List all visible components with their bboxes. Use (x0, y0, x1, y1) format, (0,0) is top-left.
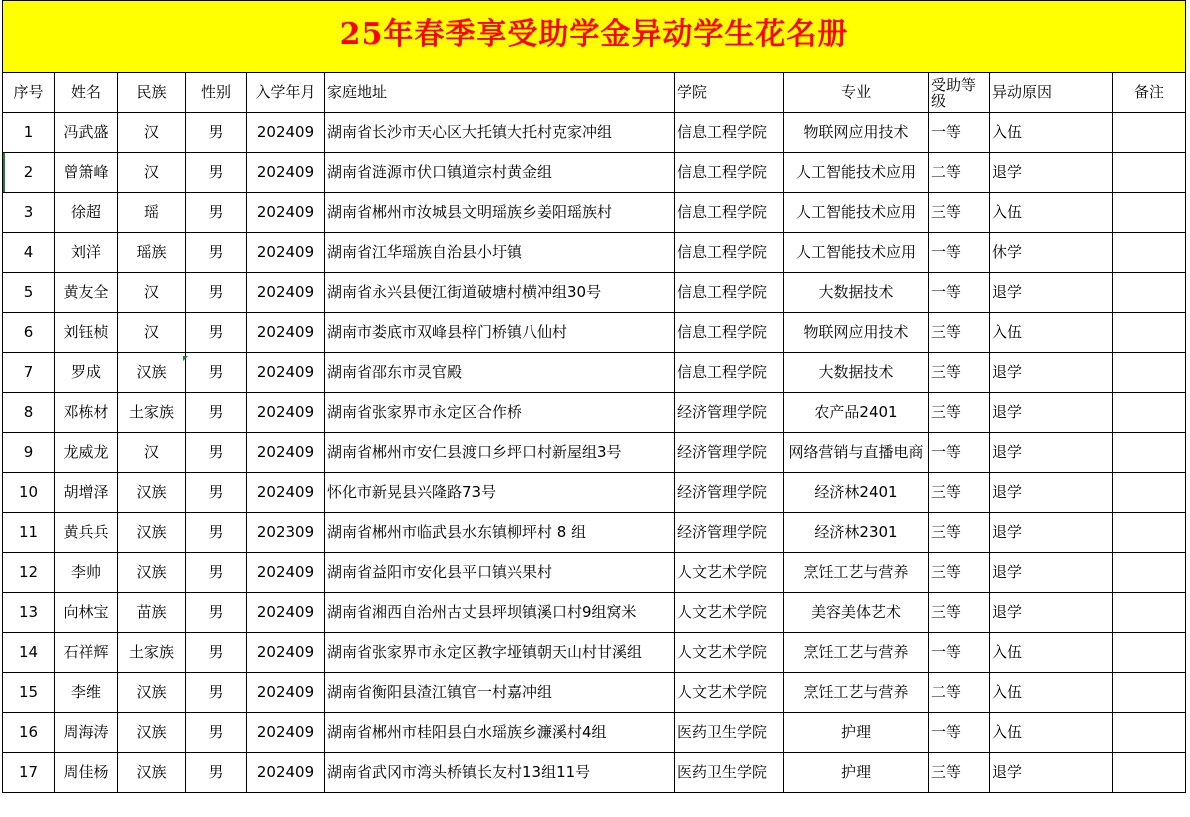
cell-college[interactable]: 人文艺术学院 (675, 633, 784, 673)
table-row (3, 633, 1186, 673)
cell-enroll[interactable]: 202409 (247, 193, 325, 233)
cell-reason[interactable]: 入伍 (990, 633, 1113, 673)
header-ethnicity[interactable]: 民族 (118, 73, 186, 113)
cell-reason[interactable]: 入伍 (990, 113, 1113, 153)
cell-name[interactable]: 李维 (55, 673, 118, 713)
cell-enroll[interactable]: 202409 (247, 753, 325, 793)
header-major[interactable]: 专业 (784, 73, 929, 113)
cell-remark[interactable] (1113, 313, 1186, 353)
table-row (3, 753, 1186, 793)
cell-address[interactable]: 湖南省益阳市安化县平口镇兴果村 (325, 553, 675, 593)
cell-college[interactable]: 信息工程学院 (675, 193, 784, 233)
cell-enroll[interactable]: 202409 (247, 113, 325, 153)
cell-reason[interactable]: 退学 (990, 753, 1113, 793)
cell-grade[interactable]: 一等 (929, 233, 990, 273)
cell-major[interactable]: 物联网应用技术 (784, 313, 929, 353)
table-row (3, 513, 1186, 553)
cell-name[interactable]: 刘洋 (55, 233, 118, 273)
header-remark[interactable]: 备注 (1113, 73, 1186, 113)
cell-major[interactable]: 烹饪工艺与营养 (784, 553, 929, 593)
cell-enroll[interactable]: 202409 (247, 393, 325, 433)
cell-reason[interactable]: 休学 (990, 233, 1113, 273)
cell-address[interactable]: 湖南省郴州市桂阳县白水瑶族乡濂溪村4组 (325, 713, 675, 753)
cell-college[interactable]: 信息工程学院 (675, 153, 784, 193)
cell-address[interactable]: 湖南省郴州市临武县水东镇柳坪村 8 组 (325, 513, 675, 553)
cell-grade[interactable]: 三等 (929, 753, 990, 793)
cell-reason[interactable]: 退学 (990, 553, 1113, 593)
cell-reason[interactable]: 入伍 (990, 673, 1113, 713)
cell-ethnicity[interactable]: 汉族 (118, 553, 186, 593)
cell-remark[interactable] (1113, 193, 1186, 233)
cell-major[interactable]: 农产品2401 (784, 393, 929, 433)
cell-reason[interactable]: 退学 (990, 353, 1113, 393)
cell-college[interactable]: 信息工程学院 (675, 113, 784, 153)
cell-remark[interactable] (1113, 433, 1186, 473)
cell-college[interactable]: 人文艺术学院 (675, 593, 784, 633)
cell-major[interactable]: 人工智能技术应用 (784, 193, 929, 233)
cell-gender[interactable]: 男 (186, 513, 247, 553)
cell-gender[interactable]: 男 (186, 313, 247, 353)
cell-major[interactable]: 护理 (784, 753, 929, 793)
cell-address[interactable]: 怀化市新晃县兴隆路73号 (325, 473, 675, 513)
cell-remark[interactable] (1113, 673, 1186, 713)
cell-gender[interactable]: 男 (186, 753, 247, 793)
cell-ethnicity[interactable]: 汉族 (118, 673, 186, 713)
cell-seq[interactable]: 2 (3, 153, 55, 193)
table-row (3, 353, 1186, 393)
cell-reason[interactable]: 退学 (990, 273, 1113, 313)
cell-gender[interactable]: 男 (186, 233, 247, 273)
cell-remark[interactable] (1113, 473, 1186, 513)
cell-grade[interactable]: 三等 (929, 553, 990, 593)
cell-seq[interactable]: 14 (3, 633, 55, 673)
header-gender[interactable]: 性别 (186, 73, 247, 113)
cell-address[interactable]: 湖南省张家界市永定区教字垭镇朝天山村甘溪组 (325, 633, 675, 673)
cell-remark[interactable] (1113, 713, 1186, 753)
cell-college[interactable]: 经济管理学院 (675, 393, 784, 433)
cell-college[interactable]: 医药卫生学院 (675, 753, 784, 793)
cell-ethnicity[interactable]: 汉族 (118, 713, 186, 753)
cell-ethnicity[interactable]: 汉族 (118, 353, 186, 393)
cell-gender[interactable]: 男 (186, 473, 247, 513)
cell-ethnicity[interactable]: 瑶 (118, 193, 186, 233)
cell-remark[interactable] (1113, 273, 1186, 313)
cell-college[interactable]: 人文艺术学院 (675, 553, 784, 593)
table-row (3, 593, 1186, 633)
cell-ethnicity[interactable]: 汉 (118, 153, 186, 193)
cell-reason[interactable]: 入伍 (990, 713, 1113, 753)
cell-gender[interactable]: 男 (186, 633, 247, 673)
cell-gender[interactable]: 男 (186, 713, 247, 753)
cell-gender[interactable]: 男 (186, 153, 247, 193)
cell-enroll[interactable]: 202409 (247, 313, 325, 353)
cell-name[interactable]: 周佳杨 (55, 753, 118, 793)
cell-ethnicity[interactable]: 汉 (118, 113, 186, 153)
comment-indicator-icon (183, 356, 188, 361)
cell-major[interactable]: 网络营销与直播电商 (784, 433, 929, 473)
cell-grade[interactable]: 三等 (929, 313, 990, 353)
header-row (3, 73, 1186, 113)
table-row (3, 713, 1186, 753)
cell-address[interactable]: 湖南市娄底市双峰县梓门桥镇八仙村 (325, 313, 675, 353)
cell-ethnicity[interactable]: 苗族 (118, 593, 186, 633)
cell-ethnicity[interactable]: 汉 (118, 433, 186, 473)
header-seq[interactable]: 序号 (3, 73, 55, 113)
cell-ethnicity[interactable]: 汉 (118, 273, 186, 313)
cell-remark[interactable] (1113, 153, 1186, 193)
cell-seq[interactable]: 3 (3, 193, 55, 233)
cell-major[interactable]: 物联网应用技术 (784, 113, 929, 153)
cell-enroll[interactable]: 202409 (247, 673, 325, 713)
cell-remark[interactable] (1113, 393, 1186, 433)
cell-name[interactable]: 龙威龙 (55, 433, 118, 473)
cell-name[interactable]: 徐超 (55, 193, 118, 233)
cell-grade[interactable]: 三等 (929, 393, 990, 433)
cell-name[interactable]: 李帅 (55, 553, 118, 593)
table-row (3, 273, 1186, 313)
cell-address[interactable]: 湖南省张家界市永定区合作桥 (325, 393, 675, 433)
header-name[interactable]: 姓名 (55, 73, 118, 113)
cell-major[interactable]: 大数据技术 (784, 273, 929, 313)
table-row (3, 473, 1186, 513)
cell-reason[interactable]: 退学 (990, 593, 1113, 633)
cell-major[interactable]: 经济林2301 (784, 513, 929, 553)
cell-major[interactable]: 美容美体艺术 (784, 593, 929, 633)
cell-major[interactable]: 大数据技术 (784, 353, 929, 393)
cell-address[interactable]: 湖南省永兴县便江街道破塘村横冲组30号 (325, 273, 675, 313)
cell-remark[interactable] (1113, 633, 1186, 673)
cell-reason[interactable]: 入伍 (990, 313, 1113, 353)
cell-ethnicity[interactable]: 土家族 (118, 393, 186, 433)
cell-seq[interactable]: 8 (3, 393, 55, 433)
cell-reason[interactable]: 退学 (990, 153, 1113, 193)
cell-seq[interactable]: 6 (3, 313, 55, 353)
header-grade[interactable]: 受助等级 (929, 73, 990, 113)
cell-gender[interactable]: 男 (186, 393, 247, 433)
cell-reason[interactable]: 退学 (990, 433, 1113, 473)
cell-gender[interactable]: 男 (186, 113, 247, 153)
cell-seq[interactable]: 16 (3, 713, 55, 753)
cell-seq[interactable]: 13 (3, 593, 55, 633)
student-roster-sheet (2, 0, 1186, 793)
cell-seq[interactable]: 5 (3, 273, 55, 313)
header-enroll[interactable]: 入学年月 (247, 73, 325, 113)
cell-grade[interactable]: 一等 (929, 273, 990, 313)
cell-enroll[interactable]: 202409 (247, 633, 325, 673)
cell-enroll[interactable]: 202409 (247, 473, 325, 513)
cell-gender[interactable]: 男 (186, 193, 247, 233)
cell-seq[interactable]: 11 (3, 513, 55, 553)
cell-name[interactable]: 曾箫峰 (55, 153, 118, 193)
table-row (3, 233, 1186, 273)
cell-reason[interactable]: 退学 (990, 513, 1113, 553)
cell-seq[interactable]: 7 (3, 353, 55, 393)
cell-name[interactable]: 黄兵兵 (55, 513, 118, 553)
cell-address[interactable]: 湖南省武冈市湾头桥镇长友村13组11号 (325, 753, 675, 793)
cell-college[interactable]: 医药卫生学院 (675, 713, 784, 753)
sheet-title: 25年春季享受助学金异动学生花名册 (339, 16, 849, 52)
cell-ethnicity[interactable]: 汉族 (118, 473, 186, 513)
cell-seq[interactable]: 12 (3, 553, 55, 593)
cell-grade[interactable]: 三等 (929, 353, 990, 393)
cell-name[interactable]: 刘钰桢 (55, 313, 118, 353)
cell-gender[interactable]: 男 (186, 553, 247, 593)
cell-address[interactable]: 湖南省长沙市天心区大托镇大托村克家冲组 (325, 113, 675, 153)
cell-address[interactable]: 湖南省邵东市灵官殿 (325, 353, 675, 393)
cell-remark[interactable] (1113, 753, 1186, 793)
cell-major[interactable]: 人工智能技术应用 (784, 153, 929, 193)
table-row (3, 193, 1186, 233)
cell-college[interactable]: 经济管理学院 (675, 473, 784, 513)
cell-name[interactable]: 石祥辉 (55, 633, 118, 673)
cell-name[interactable]: 黄友全 (55, 273, 118, 313)
cell-college[interactable]: 经济管理学院 (675, 433, 784, 473)
cell-remark[interactable] (1113, 553, 1186, 593)
cell-enroll[interactable]: 202409 (247, 433, 325, 473)
cell-grade[interactable]: 一等 (929, 633, 990, 673)
header-college[interactable]: 学院 (675, 73, 784, 113)
cell-gender[interactable]: 男 (186, 433, 247, 473)
cell-remark[interactable] (1113, 233, 1186, 273)
cell-major[interactable]: 经济林2401 (784, 473, 929, 513)
cell-address[interactable]: 湖南省湘西自治州古丈县坪坝镇溪口村9组窝米 (325, 593, 675, 633)
cell-college[interactable]: 信息工程学院 (675, 233, 784, 273)
cell-ethnicity[interactable]: 土家族 (118, 633, 186, 673)
header-address[interactable]: 家庭地址 (325, 73, 675, 113)
cell-enroll[interactable]: 202409 (247, 593, 325, 633)
cell-reason[interactable]: 入伍 (990, 193, 1113, 233)
cell-address[interactable]: 湖南省郴州市安仁县渡口乡坪口村新屋组3号 (325, 433, 675, 473)
cell-grade[interactable]: 三等 (929, 593, 990, 633)
cell-grade[interactable]: 二等 (929, 673, 990, 713)
table-row (3, 113, 1186, 153)
cell-college[interactable]: 信息工程学院 (675, 273, 784, 313)
cell-gender[interactable]: 男 (186, 273, 247, 313)
cell-ethnicity[interactable]: 汉族 (118, 513, 186, 553)
cell-college[interactable]: 经济管理学院 (675, 513, 784, 553)
cell-remark[interactable] (1113, 113, 1186, 153)
cell-seq[interactable]: 4 (3, 233, 55, 273)
cell-name[interactable]: 罗成 (55, 353, 118, 393)
header-reason[interactable]: 异动原因 (990, 73, 1113, 113)
cell-grade[interactable]: 三等 (929, 513, 990, 553)
cell-major[interactable]: 烹饪工艺与营养 (784, 673, 929, 713)
table-row (3, 393, 1186, 433)
cell-name[interactable]: 周海涛 (55, 713, 118, 753)
cell-remark[interactable] (1113, 353, 1186, 393)
cell-reason[interactable]: 退学 (990, 473, 1113, 513)
cell-gender[interactable]: 男 (186, 593, 247, 633)
cell-reason[interactable]: 退学 (990, 393, 1113, 433)
cell-grade[interactable]: 一等 (929, 713, 990, 753)
cell-address[interactable]: 湖南省衡阳县渣江镇官一村嘉冲组 (325, 673, 675, 713)
cell-grade[interactable]: 三等 (929, 193, 990, 233)
cell-remark[interactable] (1113, 513, 1186, 553)
cell-enroll[interactable]: 202409 (247, 273, 325, 313)
cell-college[interactable]: 信息工程学院 (675, 353, 784, 393)
cell-name[interactable]: 冯武盛 (55, 113, 118, 153)
table-row (3, 673, 1186, 713)
cell-ethnicity[interactable]: 瑶族 (118, 233, 186, 273)
title-cell[interactable] (3, 1, 1186, 73)
cell-enroll[interactable]: 202409 (247, 553, 325, 593)
cell-enroll[interactable]: 202309 (247, 513, 325, 553)
cell-enroll[interactable]: 202409 (247, 153, 325, 193)
cell-seq[interactable]: 17 (3, 753, 55, 793)
cell-gender[interactable]: 男 (186, 353, 247, 393)
cell-college[interactable]: 信息工程学院 (675, 313, 784, 353)
cell-enroll[interactable]: 202409 (247, 233, 325, 273)
cell-grade[interactable]: 三等 (929, 473, 990, 513)
cell-name[interactable]: 向林宝 (55, 593, 118, 633)
cell-seq[interactable]: 9 (3, 433, 55, 473)
cell-college[interactable]: 人文艺术学院 (675, 673, 784, 713)
cell-major[interactable]: 护理 (784, 713, 929, 753)
table-row (3, 313, 1186, 353)
cell-name[interactable]: 胡增泽 (55, 473, 118, 513)
cell-remark[interactable] (1113, 593, 1186, 633)
cell-gender[interactable]: 男 (186, 673, 247, 713)
cell-enroll[interactable]: 202409 (247, 713, 325, 753)
cell-ethnicity[interactable]: 汉族 (118, 753, 186, 793)
cell-address[interactable]: 湖南省涟源市伏口镇道宗村黄金组 (325, 153, 675, 193)
cell-address[interactable]: 湖南省郴州市汝城县文明瑶族乡姜阳瑶族村 (325, 193, 675, 233)
cell-seq[interactable]: 10 (3, 473, 55, 513)
cell-major[interactable]: 人工智能技术应用 (784, 233, 929, 273)
cell-grade[interactable]: 一等 (929, 433, 990, 473)
cell-name[interactable]: 邓栋材 (55, 393, 118, 433)
cell-grade[interactable]: 二等 (929, 153, 990, 193)
table-row (3, 433, 1186, 473)
table-row (3, 153, 1186, 193)
cell-grade[interactable]: 一等 (929, 113, 990, 153)
cell-ethnicity[interactable]: 汉 (118, 313, 186, 353)
cell-major[interactable]: 烹饪工艺与营养 (784, 633, 929, 673)
cell-address[interactable]: 湖南省江华瑶族自治县小圩镇 (325, 233, 675, 273)
table-row (3, 553, 1186, 593)
cell-seq[interactable]: 1 (3, 113, 55, 153)
cell-enroll[interactable]: 202409 (247, 353, 325, 393)
cell-seq[interactable]: 15 (3, 673, 55, 713)
